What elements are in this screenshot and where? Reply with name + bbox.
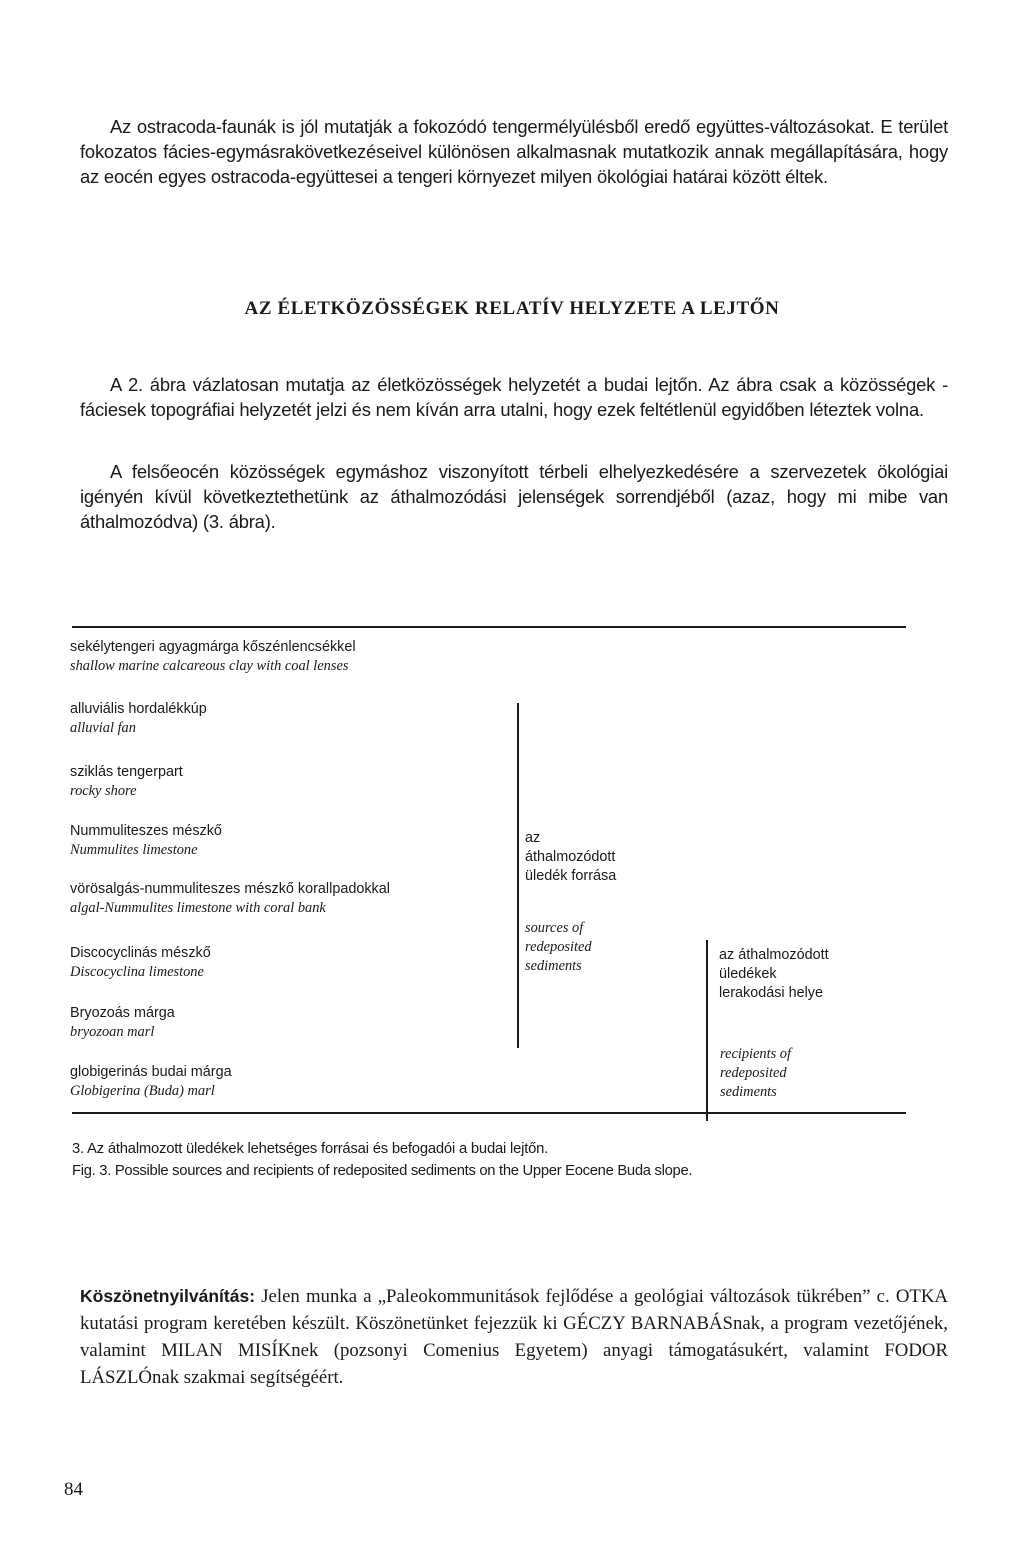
figure-layer-label: [70, 638, 356, 676]
layer-name-en: shallow marine calcareous clay with coal lenses: [70, 658, 349, 674]
sources-label-hu: [525, 829, 616, 886]
figure-caption-en: Fig. 3. Possible sources and recipients of redeposited sediments on the Upper Eocene Buda slope.: [72, 1163, 693, 1179]
section-heading: AZ ÉLETKÖZÖSSÉGEK RELATÍV HELYZETE A LEJTŐN: [244, 298, 780, 319]
recipients-en-line: sediments: [720, 1084, 777, 1100]
layer-name-en: alluvial fan: [70, 720, 136, 736]
figure-layer-label: [70, 1063, 232, 1101]
layer-name-hu: globigerinás budai márga: [70, 1064, 232, 1080]
layer-name-hu: vörösalgás-nummuliteszes mészkő korallpadokkal: [70, 881, 390, 897]
figure-caption-hu: 3. Az áthalmozott üledékek lehetséges forrásai és befogadói a budai lejtőn.: [72, 1141, 549, 1157]
layer-name-hu: sekélytengeri agyagmárga kőszénlencsékkel: [70, 639, 356, 655]
sources-label-en: [525, 919, 592, 976]
layer-name-hu: Discocyclinás mészkő: [70, 945, 211, 961]
sources-en-line: sources of: [525, 920, 584, 936]
layer-name-en: rocky shore: [70, 783, 137, 799]
layer-name-en: Discocyclina limestone: [70, 964, 204, 980]
sources-hu-line: az: [525, 830, 541, 846]
layer-name-en: algal-Nummulites limestone with coral bank: [70, 900, 326, 916]
figure-layer-label: [70, 763, 183, 801]
figure-top-rule: [72, 626, 906, 628]
recipients-en-line: redeposited: [720, 1065, 787, 1081]
acknowledgement-label: Köszönetnyilvánítás:: [80, 1286, 256, 1306]
figure-bottom-rule: [72, 1112, 906, 1114]
recipients-label-hu: [719, 946, 829, 1003]
body-paragraph-1: A 2. ábra vázlatosan mutatja az életközösségek helyzetét a budai lejtőn. Az ábra csak a közösségek -fáciesek topográfiai helyzetét jelzi és nem kíván arra utalni, hogy ezek feltétlenül egyidőben léteztek volna.: [80, 374, 948, 420]
figure-layer-label: [70, 1004, 175, 1042]
sources-range-line: [517, 703, 519, 1048]
intro-paragraph: Az ostracoda-faunák is jól mutatják a fokozódó tengermélyülésből eredő együttes-változásokat. E terület fokozatos fácies-egymásrakövetkezéseivel különösen alkalmasnak mutatkozik annak megállapítására, hogy az eocén egyes ostracoda-együttesei a tengeri környezet milyen ökológiai határai között éltek.: [80, 116, 948, 187]
layer-name-en: Globigerina (Buda) marl: [70, 1083, 215, 1099]
recipients-hu-line: üledékek: [719, 966, 777, 982]
page-number: 84: [64, 1479, 83, 1500]
figure-layer-label: [70, 944, 211, 982]
layer-name-hu: sziklás tengerpart: [70, 764, 183, 780]
figure-layer-label: [70, 880, 390, 918]
recipients-range-line: [706, 940, 708, 1121]
recipients-hu-line: az áthalmozódott: [719, 947, 829, 963]
recipients-hu-line: lerakodási helye: [719, 985, 823, 1001]
sources-hu-line: áthalmozódott: [525, 849, 616, 865]
sources-hu-line: üledék forrása: [525, 868, 617, 884]
layer-name-en: bryozoan marl: [70, 1024, 155, 1040]
layer-name-hu: Bryozoás márga: [70, 1005, 175, 1021]
body-paragraph-2: A felsőeocén közösségek egymáshoz viszonyított térbeli elhelyezkedésére a szervezetek ökológiai igényén kívül következtethetünk az áthalmozódási jelenségek sorrendjéből (azaz, hogy mi mibe van áthalmozódva) (3. ábra).: [80, 461, 948, 532]
acknowledgement-text: Jelen munka a „Paleokommunitások fejlődése a geológiai változások tükrében” c. OTKA kutatási program keretében készült. Köszönetünket fejezzük ki GÉCZY BARNABÁSnak, a program vezetőjének, valamint MILAN MISÍKnek (pozsonyi Comenius Egyetem) anyagi támogatásukért, valamint FODOR LÁSZLÓnak szakmai segítségéért.: [80, 1286, 948, 1388]
layer-name-hu: alluviális hordalékkúp: [70, 701, 207, 717]
sources-en-line: sediments: [525, 958, 582, 974]
acknowledgement-paragraph: [80, 1283, 948, 1391]
recipients-label-en: [720, 1045, 791, 1102]
figure-layer-label: [70, 700, 207, 738]
sources-en-line: redeposited: [525, 939, 592, 955]
layer-name-en: Nummulites limestone: [70, 842, 198, 858]
figure-layer-label: [70, 822, 222, 860]
layer-name-hu: Nummuliteszes mészkő: [70, 823, 222, 839]
recipients-en-line: recipients of: [720, 1046, 792, 1062]
